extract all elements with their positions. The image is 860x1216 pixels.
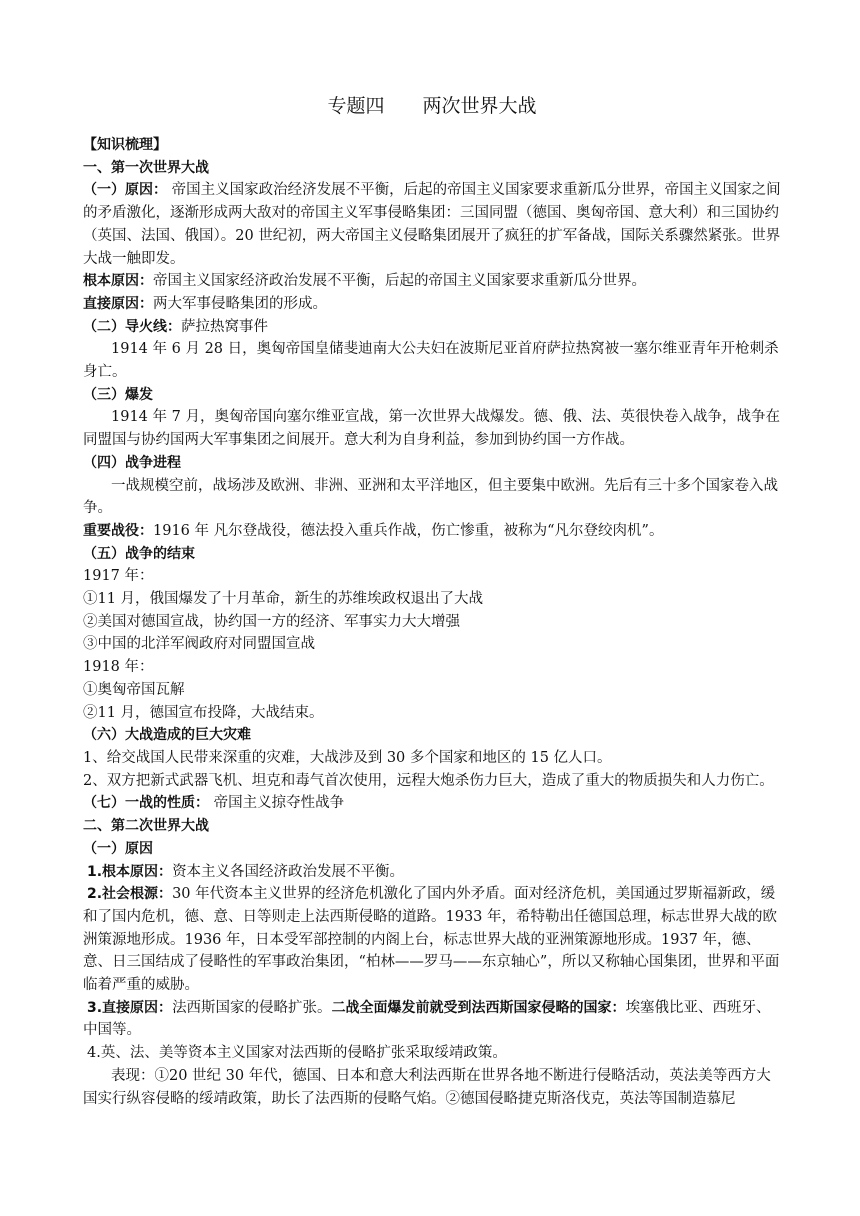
s2-c2-label: 2.社会根源：	[87, 886, 173, 903]
s1-cause-label: （一）原因：	[83, 182, 167, 199]
document-page	[83, 92, 781, 1110]
s1-outbreak-label: （三）爆发	[83, 386, 153, 403]
s1-process-label: （四）战争进程	[83, 454, 181, 471]
list-item: ①奥匈帝国瓦解	[83, 681, 185, 698]
s1-nature	[83, 792, 781, 815]
list-item: ②美国对德国宣战，协约国一方的经济、军事实力大大增强	[83, 613, 460, 630]
s1-root-cause	[83, 270, 781, 293]
knowledge-heading: 【知识梳理】	[83, 137, 167, 153]
page-title	[83, 92, 781, 120]
s1-root-text: 帝国主义国家经济政治发展不平衡，后起的帝国主义国家要求重新瓜分世界。	[153, 273, 646, 290]
s1-direct-label: 直接原因：	[83, 295, 153, 312]
s1-fuse-detail: 1914 年 6 月 28 日，奥匈帝国皇储斐迪南大公夫妇在波斯尼亚首府萨拉热窝被一塞尔维亚青年开枪刺杀身亡。	[83, 341, 779, 381]
s1-cause-text: 帝国主义国家政治经济发展不平衡，后起的帝国主义国家要求重新瓜分世界，帝国主义国家之间的矛盾激化，逐渐形成两大敌对的帝国主义军事侵略集团：三国同盟（德国、奥匈帝国、意大利）和三国协约（英国、法国、俄国）。20 世纪初，两大帝国主义侵略集团展开了疯狂的扩军备战，国际关系骤然紧张。世界大战一触即发。	[83, 182, 781, 267]
s1-end-label: （五）战争的结束	[83, 545, 195, 562]
s1-battle	[83, 520, 781, 543]
s2-cause-1	[83, 861, 781, 884]
s1-fuse-label: （二）导火线：	[83, 318, 181, 335]
list-item: 2、双方把新式武器飞机、坦克和毒气首次使用，远程大炮杀伤力巨大，造成了重大的物质损失和人力伤亡。	[83, 772, 774, 789]
s1-root-label: 根本原因：	[83, 273, 153, 290]
s2-cause-2	[83, 883, 781, 997]
section-2-heading: 二、第二次世界大战	[83, 818, 209, 835]
s1-cause-paragraph	[83, 179, 781, 270]
s2-c3-label: 3.直接原因：	[87, 999, 173, 1016]
title-main: 专题四	[327, 95, 385, 117]
s2-c3-text2: 埃塞俄比亚、西班牙、中国等。	[83, 999, 771, 1039]
s2-cause-4: 4.英、法、美等资本主义国家对法西斯的侵略扩张采取绥靖政策。	[87, 1045, 507, 1062]
s2-c3-bold2: 二战全面爆发前就受到法西斯国家侵略的国家：	[331, 999, 626, 1016]
s1-direct-cause	[83, 293, 781, 316]
s1-fuse	[83, 316, 781, 339]
s2-c2-text: 30 年代资本主义世界的经济危机激化了国内外矛盾。面对经济危机，美国通过罗斯福新政，缓和了国内危机，德、意、日等则走上法西斯侵略的道路。1933 年，希特勒出任德国总理，标志世界大战的欧洲策源地形成。1936 年，日本受军部控制的内阁上台，标志世界大战的亚洲策源地形成。1937 年，德、意、日三国结成了侵略性的军事政治集团，“柏林——罗马——东京轴心”，所以又称轴心国集团，世界和平面临着严重的威胁。	[83, 886, 780, 994]
s1-battle-label: 重要战役：	[83, 522, 153, 539]
s1-process-text: 一战规模空前，战场涉及欧洲、非洲、亚洲和太平洋地区，但主要集中欧洲。先后有三十多个国家卷入战争。	[83, 477, 778, 517]
s1-outbreak-text: 1914 年 7 月，奥匈帝国向塞尔维亚宣战，第一次世界大战爆发。德、俄、法、英很快卷入战争，战争在同盟国与协约国两大军事集团之间展开。意大利为自身利益，参加到协约国一方作战。	[83, 409, 780, 449]
s1-end-1917: 1917 年：	[83, 568, 154, 585]
title-sub: 两次世界大战	[422, 95, 537, 117]
s2-cause-3	[83, 997, 781, 1042]
list-item: ②11 月，德国宣布投降，大战结束。	[83, 704, 324, 721]
s1-direct-text: 两大军事侵略集团的形成。	[153, 295, 327, 312]
list-item: 1、给交战国人民带来深重的灾难，大战涉及到 30 多个国家和地区的 15 亿人口。	[83, 749, 612, 766]
s1-fuse-text: 萨拉热窝事件	[181, 318, 268, 335]
s2-c3-text: 法西斯国家的侵略扩张。	[172, 999, 332, 1016]
s1-nature-label: （七）一战的性质：	[83, 795, 209, 812]
s2-cause-label: （一）原因	[83, 840, 153, 857]
s1-nature-text: 帝国主义掠夺性战争	[209, 795, 345, 812]
section-1-heading: 一、第一次世界大战	[83, 159, 209, 176]
list-item: ①11 月，俄国爆发了十月革命，新生的苏维埃政权退出了大战	[83, 591, 484, 608]
s1-disaster-label: （六）大战造成的巨大灾难	[83, 727, 251, 744]
s2-cause-4-detail: 表现：①20 世纪 30 年代，德国、日本和意大利法西斯在世界各地不断进行侵略活动，英法美等西方大国实行纵容侵略的绥靖政策，助长了法西斯的侵略气焰。②德国侵略捷克斯洛伐克，英法等国制造慕尼	[83, 1067, 771, 1107]
s2-c1-text: 资本主义各国经济政治发展不平衡。	[172, 863, 405, 880]
list-item: ③中国的北洋军阀政府对同盟国宣战	[83, 636, 315, 653]
s2-c1-label: 1.根本原因：	[87, 863, 173, 880]
s1-battle-text: 1916 年 凡尔登战役，德法投入重兵作战，伤亡惨重，被称为“凡尔登绞肉机”。	[153, 522, 664, 539]
s1-end-1918: 1918 年：	[83, 659, 154, 676]
